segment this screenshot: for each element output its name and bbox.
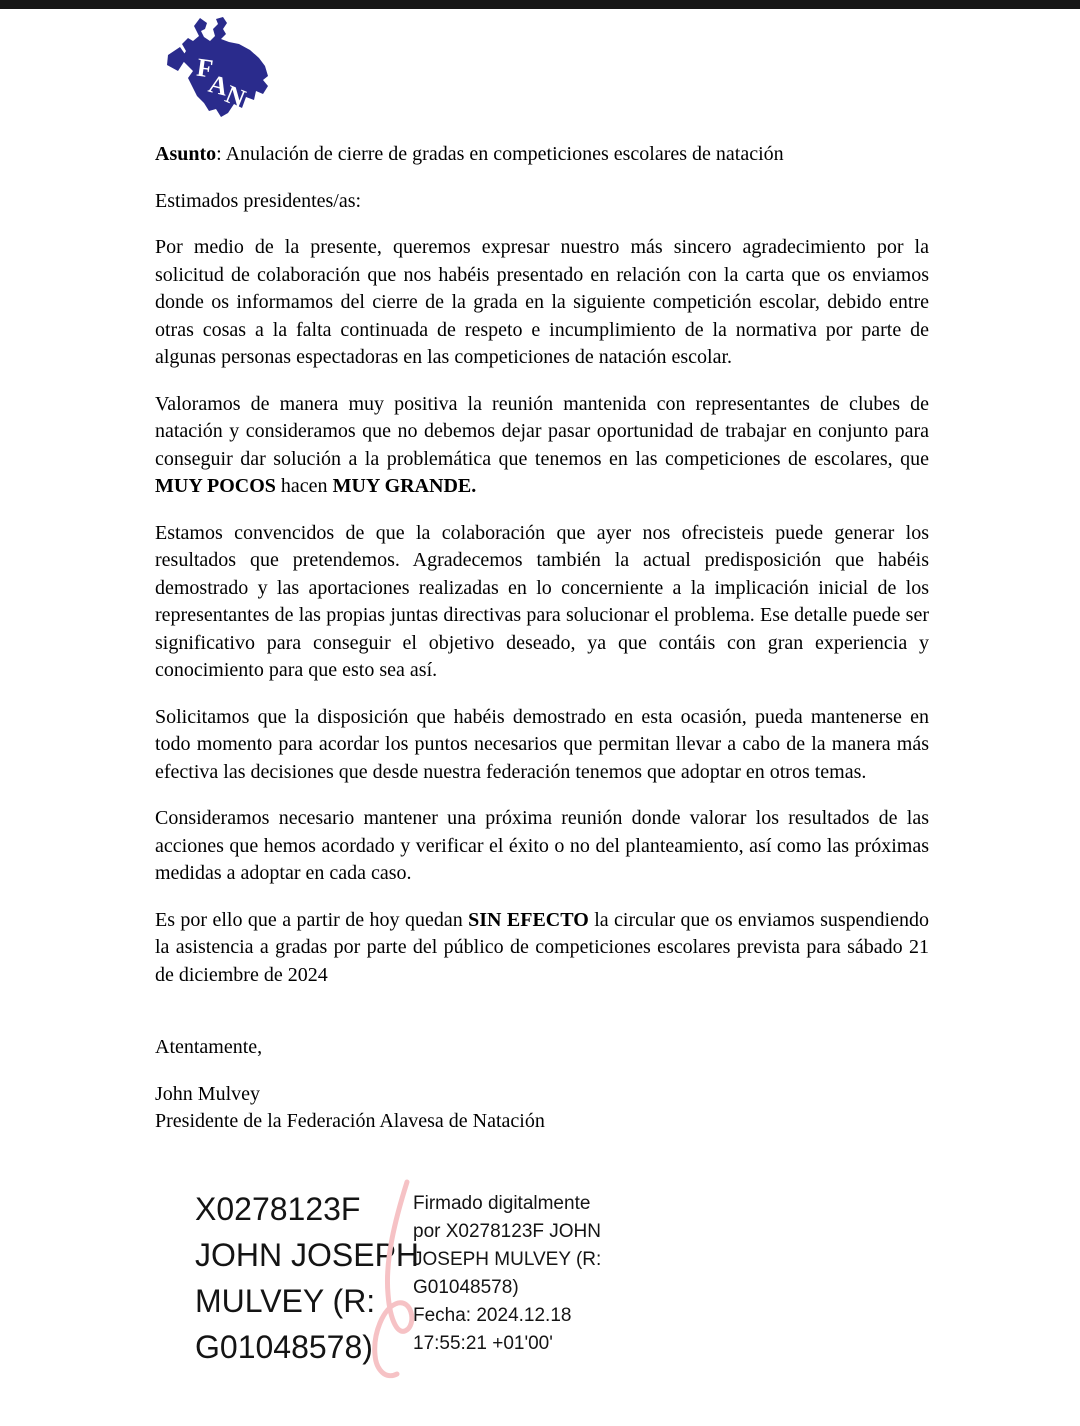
logo-letter-f: F bbox=[195, 52, 215, 84]
subject-label: Asunto bbox=[155, 143, 217, 165]
signature-detail-line: 17:55:21 +01'00' bbox=[413, 1332, 553, 1354]
paragraph-solicitamos: Solicitamos que la disposición que habéis demostrado en esta ocasión, pueda mantenerse en todo momento para acordar los puntos necesarios que permitan llevar a cabo de la manera más efectiva las decisiones que desde nuestra federación tenemos que adoptar en otros temas. bbox=[155, 705, 929, 783]
paragraph-agradecimiento: Por medio de la presente, queremos expresar nuestro más sincero agradecimiento por la solicitud de colaboración que nos habéis presentado en relación con la carta que os enviamos donde os informamos del cierre de la grada en la siguiente competición escolar, debido entre otras cosas a la falta continuada de respeto e incumplimiento de la normativa por parte de algunas personas espectadoras en las competiciones de natación escolar. bbox=[155, 236, 929, 368]
signature-cert-line: X0278123F bbox=[195, 1190, 361, 1227]
paragraph-valoramos-mid: hacen bbox=[275, 475, 333, 497]
paragraph-convencidos: Estamos convencidos de que la colaboración que ayer nos ofrecisteis puede generar los resultados que pretendemos. Agradecemos también la actual predisposición que habéis demostrado y las aportaciones realizadas en lo concerniente a la implicación inicial de los representantes de las propias juntas directivas para solucionar el problema. Ese detalle puede ser significativo para conseguir el objetivo deseado, ya que contáis con gran experiencia y conocimiento para que esto sea así. bbox=[155, 521, 929, 681]
subject-line bbox=[155, 141, 929, 169]
paragraph-sin-efecto bbox=[155, 907, 929, 990]
bold-sin-efecto: SIN EFECTO bbox=[468, 908, 589, 931]
signer-title: Presidente de la Federación Alavesa de Natación bbox=[155, 1110, 545, 1132]
paragraph-valoramos bbox=[155, 391, 929, 501]
paragraph-sin-efecto-end: la circular que os enviamos suspendiendo la asistencia a gradas por parte del público de competiciones escolares prevista para sábado 21 de diciembre de 2024 bbox=[155, 908, 929, 986]
logo-letter-a: A bbox=[205, 68, 232, 102]
salutation: Estimados presidentes/as: bbox=[155, 189, 362, 212]
signer-name: John Mulvey bbox=[155, 1082, 260, 1105]
signature-detail-line: Firmado digitalmente bbox=[413, 1192, 591, 1214]
signature-detail-line: JOSEPH MULVEY (R: bbox=[413, 1248, 602, 1270]
closing-salutation: Atentamente, bbox=[155, 1036, 263, 1058]
paragraph-sin-efecto-start: Es por ello que a partir de hoy quedan bbox=[155, 908, 469, 931]
subject-text: : Anulación de cierre de gradas en competiciones escolares de natación bbox=[216, 143, 784, 165]
paragraph-valoramos-text: Valoramos de manera muy positiva la reunión mantenida con representantes de clubes de natación y consideramos que no debemos dejar pasar oportunidad de trabajar en conjunto para conseguir dar solución a la problemática que tenemos en las competiciones de escolares, que bbox=[155, 392, 929, 470]
signature-details bbox=[413, 1190, 601, 1358]
logo-letter-n: N bbox=[221, 79, 250, 114]
digital-signature bbox=[155, 1186, 929, 1426]
top-border bbox=[0, 0, 1080, 9]
federation-logo bbox=[155, 14, 281, 118]
signature-cert-line: G01048578) bbox=[195, 1328, 373, 1365]
signature-cert-line: MULVEY (R: bbox=[195, 1282, 376, 1319]
letter-page bbox=[155, 9, 929, 1426]
signature-cert-line: JOHN JOSEPH bbox=[195, 1236, 420, 1273]
signature-detail-line: G01048578) bbox=[413, 1276, 519, 1298]
signature-detail-line: por X0278123F JOHN bbox=[413, 1220, 601, 1242]
bold-muy-grande: MUY GRANDE. bbox=[332, 475, 477, 497]
bold-muy-pocos: MUY POCOS bbox=[155, 475, 276, 497]
signature-detail-line: Fecha: 2024.12.18 bbox=[413, 1304, 572, 1326]
alava-map-icon bbox=[155, 14, 281, 118]
paragraph-consideramos: Consideramos necesario mantener una próxima reunión donde valorar los resultados de las acciones que hemos acordado y verificar el éxito o no del planteamiento, así como las próximas medidas a adoptar en cada caso. bbox=[155, 807, 929, 884]
